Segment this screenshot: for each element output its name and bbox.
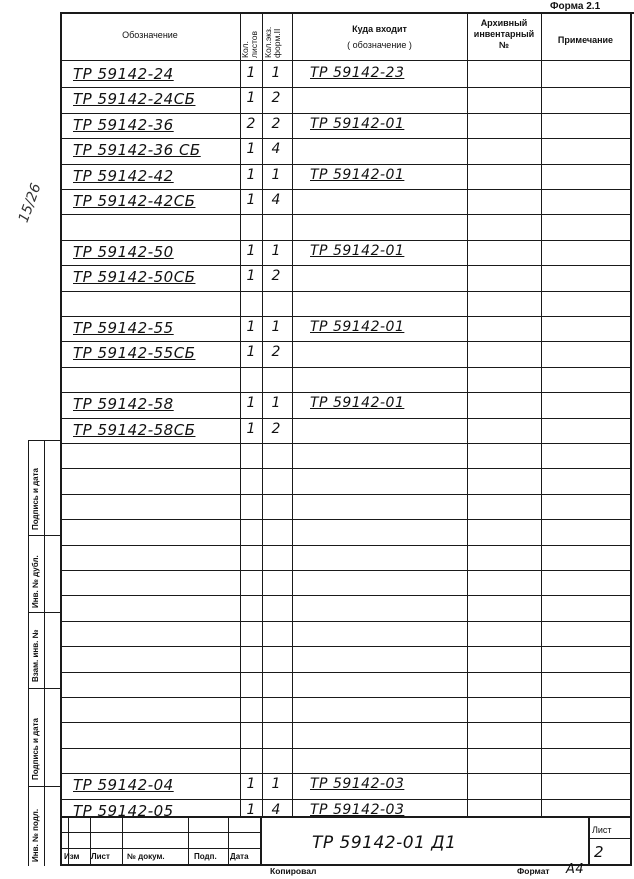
row-sheets: 1 — [246, 141, 256, 157]
row-line — [60, 291, 632, 292]
header-qty-copies: Кол.экз. форм.II — [263, 26, 282, 58]
form-label: Форма 2.1 — [550, 1, 601, 12]
row-sheets: 1 — [246, 776, 256, 792]
header-bottom — [60, 60, 632, 61]
stamp-sep-1 — [28, 535, 60, 536]
row-designation: ТР 59142-58СБ — [73, 421, 196, 439]
frame-right — [630, 12, 632, 866]
format-value: А4 — [566, 862, 585, 877]
sheet-label: Лист — [592, 825, 612, 835]
row-designation: ТР 59142-24СБ — [73, 90, 196, 108]
row-designation: ТР 59142-04 — [73, 776, 174, 794]
tb-izm: Изм — [64, 852, 80, 861]
title-block-div-7 — [588, 816, 590, 864]
row-copies: 4 — [271, 802, 281, 818]
row-where-used: ТР 59142-01 — [310, 116, 405, 132]
row-sheets: 1 — [246, 268, 256, 284]
title-block-div-3 — [122, 816, 123, 864]
side-label-sign-date-bottom: Подпись и дата — [31, 718, 40, 780]
row-sheets: 1 — [246, 395, 256, 411]
document-designation: ТР 59142-01 Д1 — [312, 833, 457, 853]
row-designation: ТР 59142-42 — [73, 167, 174, 185]
row-line — [60, 748, 632, 749]
col-line-5 — [541, 12, 542, 816]
row-line — [60, 265, 632, 266]
stamp-col-left — [28, 440, 29, 866]
row-line — [60, 570, 632, 571]
side-label-inv-dubl: Инв. № дубл. — [31, 555, 40, 608]
row-sheets: 1 — [246, 319, 256, 335]
row-line — [60, 722, 632, 723]
row-where-used: ТР 59142-01 — [310, 167, 405, 183]
row-where-used: ТР 59142-01 — [310, 319, 405, 335]
row-designation: ТР 59142-42СБ — [73, 192, 196, 210]
row-designation: ТР 59142-50 — [73, 243, 174, 261]
stamp-sep-2 — [28, 612, 60, 613]
row-copies: 1 — [271, 65, 281, 81]
tb-podp: Подп. — [194, 852, 217, 861]
row-line — [60, 392, 632, 393]
row-line — [60, 341, 632, 342]
side-label-inv-orig: Инв. № подл. — [31, 808, 40, 862]
row-copies: 2 — [271, 421, 281, 437]
row-line — [60, 418, 632, 419]
row-copies: 1 — [271, 776, 281, 792]
row-sheets: 1 — [246, 243, 256, 259]
sheet-number: 2 — [594, 843, 605, 861]
row-where-used: ТР 59142-03 — [310, 802, 405, 818]
side-label-sign-date-top: Подпись и дата — [31, 468, 40, 530]
row-designation: ТР 59142-05 — [73, 802, 174, 820]
row-designation: ТР 59142-36 — [73, 116, 174, 134]
title-block-div-6 — [260, 816, 262, 864]
row-copies: 1 — [271, 319, 281, 335]
stamp-top — [28, 440, 60, 441]
header-where-used: Куда входит ( обозначение ) — [347, 24, 412, 50]
row-line — [60, 138, 632, 139]
header-qty-sheets: Кол. листов — [240, 31, 259, 58]
stamp-sep-3 — [28, 688, 60, 689]
row-line — [60, 164, 632, 165]
row-line — [60, 545, 632, 546]
row-line — [60, 87, 632, 88]
row-line — [60, 773, 632, 774]
stamp-sep-4 — [28, 786, 60, 787]
row-line — [60, 646, 632, 647]
row-where-used: ТР 59142-23 — [310, 65, 405, 81]
row-line — [60, 519, 632, 520]
row-line — [60, 468, 632, 469]
tb-doc-no: № докум. — [127, 852, 165, 861]
row-copies: 2 — [271, 116, 281, 132]
header-notes: Примечание — [557, 35, 614, 45]
row-copies: 1 — [271, 395, 281, 411]
row-line — [60, 367, 632, 368]
row-line — [60, 697, 632, 698]
col-line-2 — [262, 12, 263, 816]
row-line — [60, 621, 632, 622]
col-line-3 — [292, 12, 293, 816]
copied-label: Копировал — [270, 866, 317, 876]
row-line — [60, 113, 632, 114]
row-copies: 2 — [271, 268, 281, 284]
tb-data: Дата — [230, 852, 249, 861]
tb-list: Лист — [91, 852, 110, 861]
title-block-div-4 — [188, 816, 189, 864]
row-sheets: 2 — [246, 116, 256, 132]
row-sheets: 1 — [246, 192, 256, 208]
row-copies: 2 — [271, 344, 281, 360]
stamp-col-mid — [44, 440, 45, 866]
title-block-div-5 — [228, 816, 229, 864]
frame-top — [60, 12, 634, 14]
row-line — [60, 240, 632, 241]
col-line-4 — [467, 12, 468, 816]
header-archive: Архивный инвентарный № — [473, 18, 535, 50]
row-line — [60, 189, 632, 190]
col-line-1 — [240, 12, 241, 816]
format-label: Формат — [517, 866, 550, 876]
row-sheets: 1 — [246, 802, 256, 818]
row-where-used: ТР 59142-01 — [310, 395, 405, 411]
row-copies: 4 — [271, 141, 281, 157]
sheet-box-sep — [588, 838, 632, 839]
row-copies: 1 — [271, 243, 281, 259]
row-sheets: 1 — [246, 90, 256, 106]
row-line — [60, 214, 632, 215]
row-line — [60, 443, 632, 444]
row-designation: ТР 59142-58 — [73, 395, 174, 413]
title-block-top — [60, 816, 632, 818]
row-designation: ТР 59142-50СБ — [73, 268, 196, 286]
row-sheets: 1 — [246, 167, 256, 183]
header-designation: Обозначение — [122, 30, 178, 40]
row-designation: ТР 59142-36 СБ — [73, 141, 201, 159]
margin-note: 15/26 — [15, 181, 45, 225]
row-line — [60, 316, 632, 317]
row-sheets: 1 — [246, 65, 256, 81]
row-line — [60, 672, 632, 673]
row-copies: 2 — [271, 90, 281, 106]
row-copies: 1 — [271, 167, 281, 183]
side-label-zam-inv: Взам. инв. № — [31, 629, 40, 682]
row-sheets: 1 — [246, 421, 256, 437]
frame-left — [60, 12, 62, 866]
row-designation: ТР 59142-24 — [73, 65, 174, 83]
row-where-used: ТР 59142-03 — [310, 776, 405, 792]
row-designation: ТР 59142-55СБ — [73, 344, 196, 362]
row-line — [60, 799, 632, 800]
row-line — [60, 595, 632, 596]
row-sheets: 1 — [246, 344, 256, 360]
row-where-used: ТР 59142-01 — [310, 243, 405, 259]
row-designation: ТР 59142-55 — [73, 319, 174, 337]
row-line — [60, 494, 632, 495]
row-copies: 4 — [271, 192, 281, 208]
